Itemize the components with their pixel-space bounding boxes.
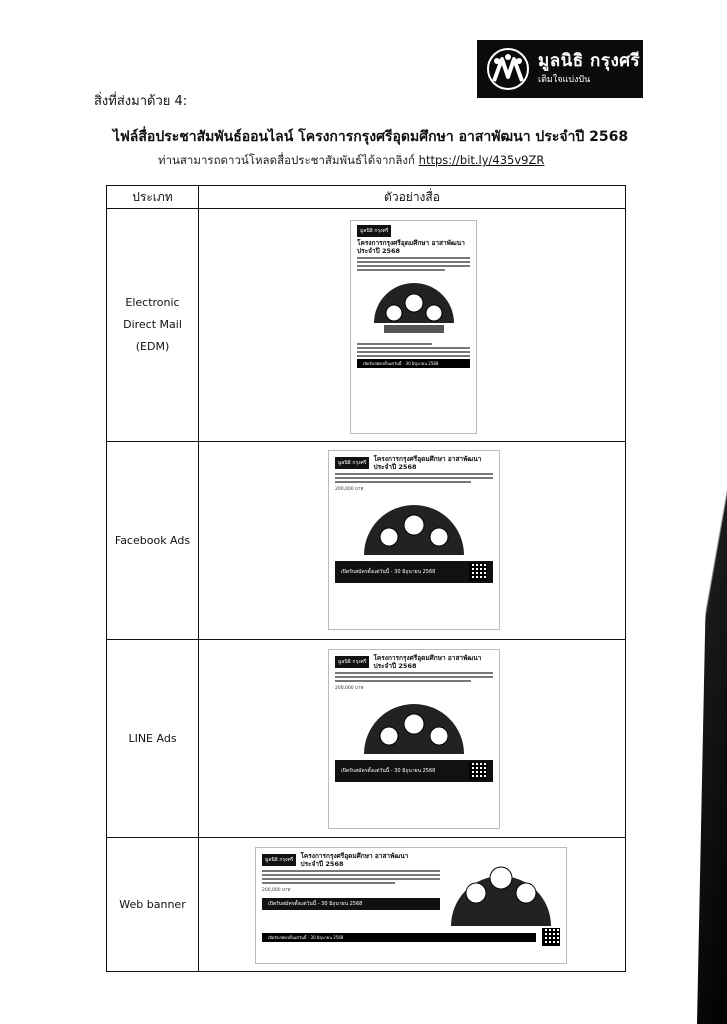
line-year: ประจำปี 2568: [373, 662, 417, 670]
fb-title: โครงการกรุงศรีอุดมศึกษา อาสาพัฒนา: [373, 455, 482, 463]
web-footer: เปิดรับสมัครตั้งแต่วันนี้ - 30 มิถุนายน 2568: [262, 933, 536, 942]
web-amount: 200,000 บาท: [262, 888, 291, 893]
edm-year: ประจำปี 2568: [357, 247, 401, 255]
header-type: ประเภท: [132, 190, 173, 204]
edm-text-lines: [351, 257, 476, 271]
edm-thumbnail: [350, 220, 477, 434]
attachment-label: สิ่งที่ส่งมาด้วย 4:: [94, 94, 188, 109]
type-cell-line: [107, 640, 198, 837]
download-link[interactable]: https://bit.ly/435v9ZR: [418, 153, 545, 167]
illustration-icon: [349, 497, 479, 559]
mini-logo: มูลนิธิ กรุงศรี: [262, 854, 296, 866]
type-line: (EDM): [135, 340, 170, 353]
type-line: LINE Ads: [128, 731, 177, 745]
page-title: ไฟล์สื่อประชาสัมพันธ์ออนไลน์ โครงการกรุงศรีอุดมศึกษา อาสาพัฒนา ประจำปี 2568: [112, 129, 629, 145]
download-line: [158, 152, 544, 170]
line-ad-thumbnail: [328, 649, 500, 829]
fb-text-lines: [329, 473, 499, 483]
qr-code-icon: [469, 762, 487, 780]
fb-deadline-bar: [335, 561, 493, 583]
mini-logo: มูลนิธิ กรุงศรี: [357, 225, 391, 237]
web-text-lines: [256, 870, 446, 884]
krungsri-foundation-logo: [477, 40, 643, 98]
qr-code-icon: [542, 928, 560, 946]
web-deadline: เปิดรับสมัครตั้งแต่วันนี้ - 30 มิถุนายน 2568: [268, 900, 363, 907]
mini-logo: มูลนิธิ กรุงศรี: [335, 656, 369, 668]
logo-tagline: เติมใจแบ่งปัน: [538, 75, 591, 85]
type-cell-edm: [107, 209, 198, 441]
fb-amount: 200,000 บาท: [335, 487, 364, 492]
edm-detail-lines: [351, 343, 476, 357]
web-year: ประจำปี 2568: [300, 860, 344, 868]
line-text-lines: [329, 672, 499, 682]
line-amount: 200,000 บาท: [335, 686, 364, 691]
fb-year: ประจำปี 2568: [373, 463, 417, 471]
scan-edge-shadow: [697, 0, 727, 1024]
type-line: Electronic: [125, 296, 180, 309]
media-table: [106, 185, 626, 972]
line-title: โครงการกรุงศรีอุดมศึกษา อาสาพัฒนา: [373, 654, 482, 662]
krungsri-logo-icon: [484, 47, 532, 91]
header-example: ตัวอย่างสื่อ: [384, 190, 440, 204]
logo-name: มูลนิธิ กรุงศรี: [538, 51, 641, 71]
illustration-icon: [364, 273, 464, 341]
edm-footer: เปิดรับสมัครตั้งแต่วันนี้ - 30 มิถุนายน 2568: [357, 359, 470, 368]
mini-logo: มูลนิธิ กรุงศรี: [335, 457, 369, 469]
type-line: Direct Mail: [123, 318, 182, 331]
web-title: โครงการกรุงศรีอุดมศึกษา อาสาพัฒนา: [300, 852, 409, 860]
type-cell-facebook: [107, 442, 198, 639]
column-divider: [198, 186, 199, 971]
qr-code-icon: [469, 563, 487, 581]
type-line: Facebook Ads: [114, 533, 191, 547]
facebook-ad-thumbnail: [328, 450, 500, 630]
line-deadline-bar: [335, 760, 493, 782]
web-deadline-bar: [262, 898, 440, 910]
edm-title: โครงการกรุงศรีอุดมศึกษา อาสาพัฒนา: [357, 239, 465, 247]
illustration-icon: [349, 696, 479, 758]
fb-deadline: เปิดรับสมัครตั้งแต่วันนี้ - 30 มิถุนายน 2568: [341, 568, 436, 575]
download-text: ท่านสามารถดาวน์โหลดสื่อประชาสัมพันธ์ได้จากลิงก์: [158, 153, 416, 167]
illustration-icon: [446, 848, 556, 928]
line-deadline: เปิดรับสมัครตั้งแต่วันนี้ - 30 มิถุนายน 2568: [341, 767, 436, 774]
type-cell-web-banner: [107, 838, 198, 971]
type-line: Web banner: [119, 897, 186, 911]
web-banner-thumbnail: [255, 847, 567, 964]
